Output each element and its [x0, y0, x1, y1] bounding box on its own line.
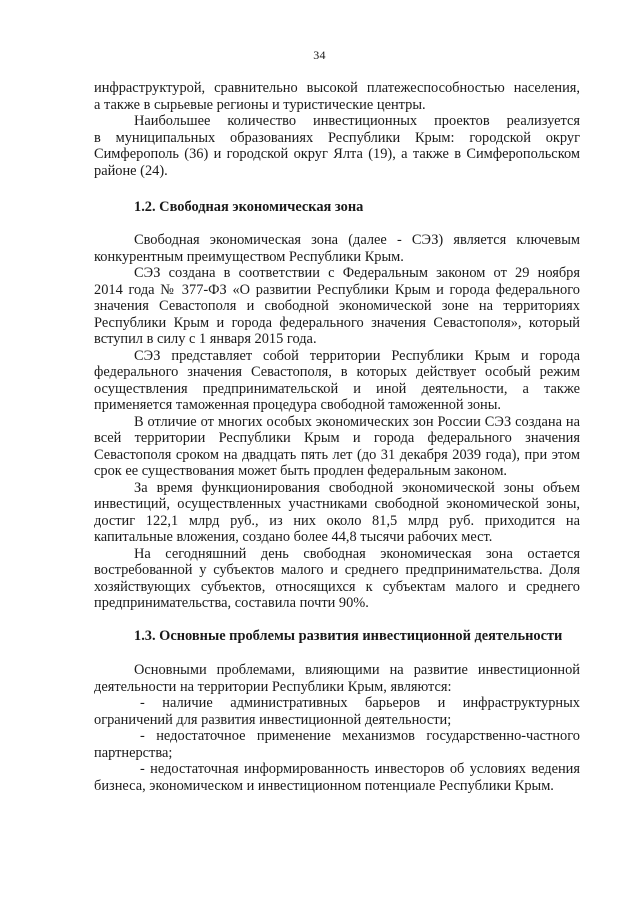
text-line: инфраструктурой, сравнительно высокой платежеспособностью населения,	[94, 80, 580, 96]
list-item: - наличие административных барьеров и инфраструктурных	[140, 695, 580, 711]
page-number: 34	[313, 48, 326, 62]
text-line: значения Севастополя и свободной экономической зоне на территориях	[94, 298, 580, 314]
text-line: инвестиций, осуществленных участниками свободной экономической зоны,	[94, 496, 580, 512]
text-line: востребованной у субъектов малого и среднего предпринимательства. Доля	[94, 562, 580, 578]
text-line: СЭЗ создана в соответствии с Федеральным законом от 29 ноября	[134, 265, 580, 281]
text-line: достиг 122,1 млрд руб., из них около 81,5 млрд руб. приходится на	[94, 512, 580, 529]
text-line: хозяйствующих субъектов, относящихся к субъектам малого и среднего	[94, 578, 580, 595]
text-line: партнерства;	[94, 744, 173, 761]
text-line: федерального значения Севастополя, в которых действует особый режим	[94, 364, 580, 380]
text-line: На сегодняшний день свободная экономическая зона остается	[134, 545, 580, 562]
sez-section-body	[94, 232, 580, 612]
text-line: Наибольшее количество инвестиционных проектов реализуется	[134, 113, 580, 129]
text-line: предпринимательства, составила почти 90%.	[94, 595, 369, 611]
problems-section-body	[94, 662, 580, 794]
text-line: В отличие от многих особых экономических зон России СЭЗ создана на	[134, 413, 580, 430]
list-item: - недостаточное применение механизмов государственно-частного	[140, 728, 580, 744]
text-line: Республики Крым и города федерального значения Севастополя», который	[94, 314, 580, 331]
text-line: вступил в силу с 1 января 2015 года.	[94, 331, 317, 347]
text-line: а также в сырьевые регионы и туристические центры.	[94, 96, 426, 113]
text-line: 2014 года № 377-ФЗ «О развитии Республики Крым и города федерального	[94, 281, 580, 298]
text-line: СЭЗ представляет собой территории Республики Крым и города	[134, 347, 580, 364]
text-line: деятельности на территории Республики Крым, являются:	[94, 678, 452, 695]
text-line: Основными проблемами, влияющими на развитие инвестиционной	[134, 662, 580, 678]
text-line: бизнеса, экономическом и инвестиционном потенциале Республики Крым.	[94, 777, 554, 794]
text-line: капитальные вложения, создано более 44,8 тысячи рабочих мест.	[94, 529, 493, 545]
text-line: ограничений для развития инвестиционной деятельности;	[94, 711, 452, 728]
text-line: применяется таможенная процедура свободной таможенной зоны.	[94, 397, 501, 413]
text-line: конкурентным преимуществом Республики Крым.	[94, 248, 404, 265]
text-line: За время функционирования свободной экономической зоны объем	[134, 479, 580, 496]
text-line: Симферополь (36) и городской округ Ялта (19), а также в Симферопольском	[94, 146, 580, 162]
section-heading-1-2: 1.2. Свободная экономическая зона	[134, 199, 364, 215]
text-line: срок ее существования может быть продлен федеральным законом.	[94, 463, 508, 479]
text-line: Свободная экономическая зона (далее - СЭЗ) является ключевым	[134, 232, 580, 248]
text-line: осуществления предпринимательской и иной деятельности, а также	[94, 380, 580, 397]
intro-paragraphs	[94, 80, 580, 179]
text-line: районе (24).	[94, 162, 168, 179]
text-line: в муниципальных образованиях Республики Крым: городской округ	[94, 129, 580, 146]
text-line: всей территории Республики Крым и города федерального значения	[94, 430, 580, 446]
section-heading-1-3: 1.3. Основные проблемы развития инвестиционной деятельности	[134, 628, 563, 644]
text-line: Севастополя сроком на двадцать пять лет (до 31 декабря 2039 года), при этом	[94, 446, 580, 463]
list-item: - недостаточная информированность инвесторов об условиях ведения	[140, 761, 580, 777]
